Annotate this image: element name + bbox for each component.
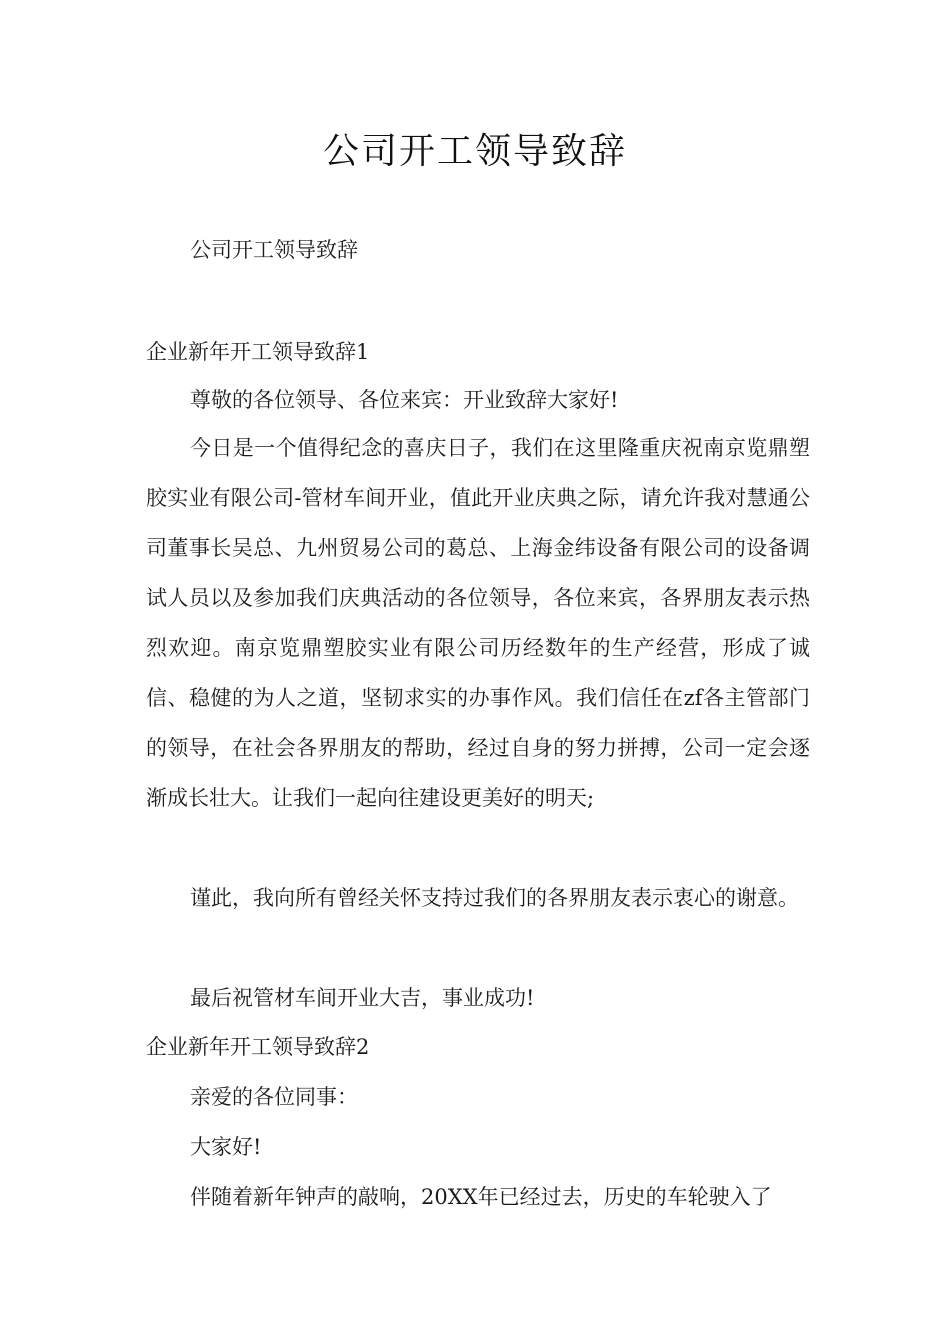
section-heading-1: 企业新年开工领导致辞1 — [146, 340, 370, 364]
section-heading-2: 企业新年开工领导致辞2 — [146, 1035, 370, 1059]
body-paragraph-1: 今日是一个值得纪念的喜庆日子，我们在这里隆重庆祝南京览鼎塑胶实业有限公司-管材车间开业，值此开业庆典之际，请允许我对慧通公司董事长吴总、九州贸易公司的葛总、上海金纬设备有限公司的设备调试人员以及参加我们庆典活动的各位领导，各位来宾，各界朋友表示热烈欢迎。南京览鼎塑胶实业有限公司历经数年的生产经营，形成了诚信、稳健的为人之道，坚韧求实的办事作风。我们信任在zf各主管部门的领导，在社会各界朋友的帮助，经过自身的努力拼搏，公司一定会逐渐成长壮大。让我们一起向往建设更美好的明天; — [146, 436, 810, 810]
document-subtitle: 公司开工领导致辞 — [190, 238, 358, 262]
document-title: 公司开工领导致辞 — [322, 131, 627, 172]
body-paragraph-3: 最后祝管材车间开业大吉，事业成功! — [190, 986, 535, 1010]
greeting-paragraph: 尊敬的各位领导、各位来宾：开业致辞大家好! — [190, 388, 619, 412]
hello-line: 大家好! — [190, 1135, 262, 1159]
body-paragraph-4: 伴随着新年钟声的敲响，20XX年已经过去，历史的车轮驶入了 — [190, 1185, 772, 1209]
greeting-line: 亲爱的各位同事： — [190, 1085, 358, 1109]
body-paragraph-2: 谨此，我向所有曾经关怀支持过我们的各界朋友表示衷心的谢意。 — [190, 886, 799, 910]
